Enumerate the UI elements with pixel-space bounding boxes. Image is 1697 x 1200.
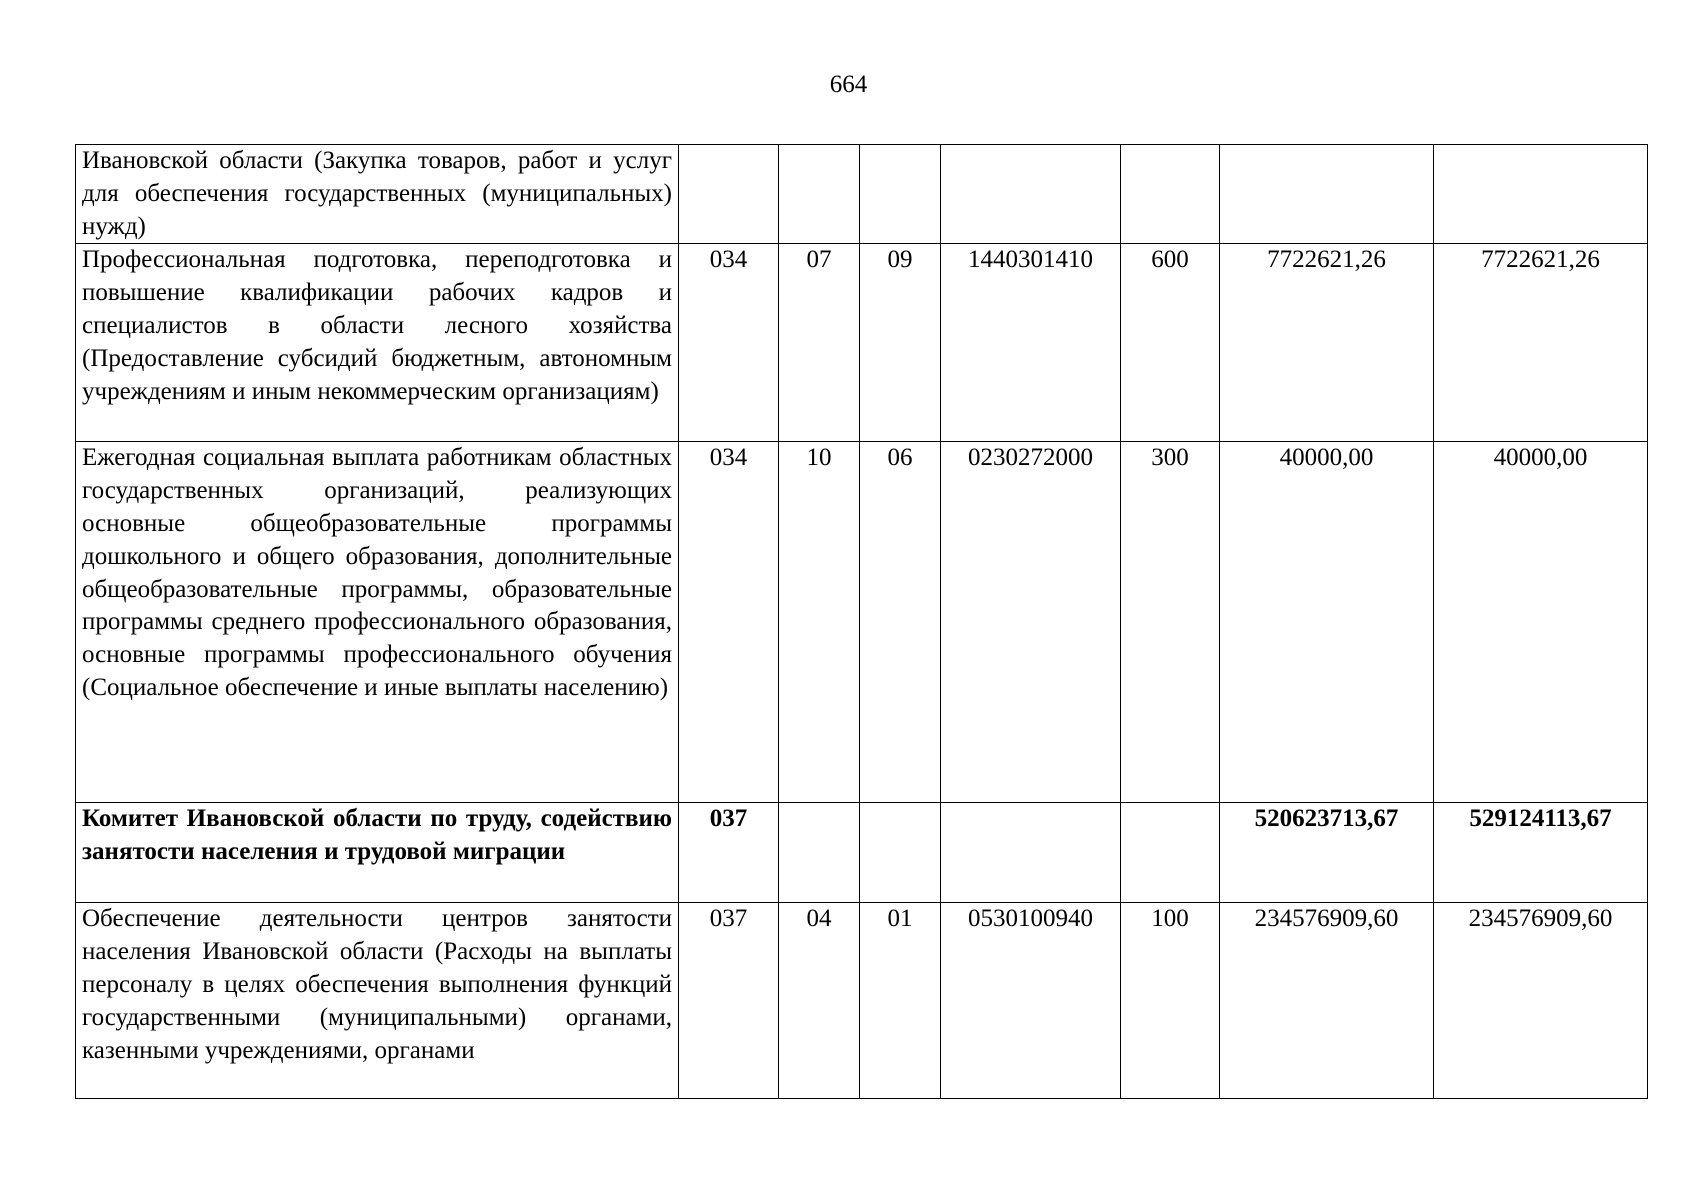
- row-description: Ивановской области (Закупка товаров, работ и услуг для обеспечения государственных (муниципальных) нужд): [76, 145, 679, 244]
- target-article-code: 1440301410: [941, 244, 1121, 442]
- expense-type-code: 300: [1121, 442, 1220, 803]
- amount-year-1: 520623713,67: [1220, 803, 1434, 903]
- page-number: 664: [829, 71, 868, 98]
- target-article-code: 0230272000: [941, 442, 1121, 803]
- ministry-code: 034: [679, 442, 779, 803]
- amount-year-2: [1434, 145, 1648, 244]
- row-description: Профессиональная подготовка, переподготовка и повышение квалификации рабочих кадров и специалистов в области лесного хозяйства (Предоставление субсидий бюджетным, автономным учреждениям и иным некоммерческим организациям): [76, 244, 679, 442]
- subsection-code: [860, 145, 941, 244]
- section-code: 07: [779, 244, 860, 442]
- table-row: [76, 903, 1648, 1099]
- ministry-code: 037: [679, 803, 779, 903]
- expense-type-code: [1121, 145, 1220, 244]
- subsection-code: [860, 803, 941, 903]
- target-article-code: [941, 803, 1121, 903]
- budget-table: [75, 144, 1648, 1099]
- amount-year-2: 7722621,26: [1434, 244, 1648, 442]
- row-description: Комитет Ивановской области по труду, содействию занятости населения и трудовой миграции: [76, 803, 679, 903]
- subsection-code: 06: [860, 442, 941, 803]
- expense-type-code: 100: [1121, 903, 1220, 1099]
- amount-year-1: 234576909,60: [1220, 903, 1434, 1099]
- ministry-code: 037: [679, 903, 779, 1099]
- amount-year-1: 7722621,26: [1220, 244, 1434, 442]
- table-row: [76, 442, 1648, 803]
- table-row-section-total: [76, 803, 1648, 903]
- amount-year-1: [1220, 145, 1434, 244]
- section-code: 04: [779, 903, 860, 1099]
- expense-type-code: 600: [1121, 244, 1220, 442]
- subsection-code: 09: [860, 244, 941, 442]
- row-description: Обеспечение деятельности центров занятости населения Ивановской области (Расходы на выплаты персоналу в целях обеспечения выполнения функций государственными (муниципальными) органами, казенными учреждениями, органами: [76, 903, 679, 1099]
- expense-type-code: [1121, 803, 1220, 903]
- ministry-code: 034: [679, 244, 779, 442]
- table-row: [76, 145, 1648, 244]
- ministry-code: [679, 145, 779, 244]
- amount-year-2: 234576909,60: [1434, 903, 1648, 1099]
- section-code: 10: [779, 442, 860, 803]
- section-code: [779, 145, 860, 244]
- amount-year-2: 529124113,67: [1434, 803, 1648, 903]
- target-article-code: 0530100940: [941, 903, 1121, 1099]
- subsection-code: 01: [860, 903, 941, 1099]
- table-row: [76, 244, 1648, 442]
- amount-year-1: 40000,00: [1220, 442, 1434, 803]
- amount-year-2: 40000,00: [1434, 442, 1648, 803]
- row-description: Ежегодная социальная выплата работникам областных государственных организаций, реализующих основные общеобразовательные программы дошкольного и общего образования, дополнительные общеобразовательные программы, образовательные программы среднего профессионального образования, основные программы профессионального обучения (Социальное обеспечение и иные выплаты населению): [76, 442, 679, 803]
- target-article-code: [941, 145, 1121, 244]
- section-code: [779, 803, 860, 903]
